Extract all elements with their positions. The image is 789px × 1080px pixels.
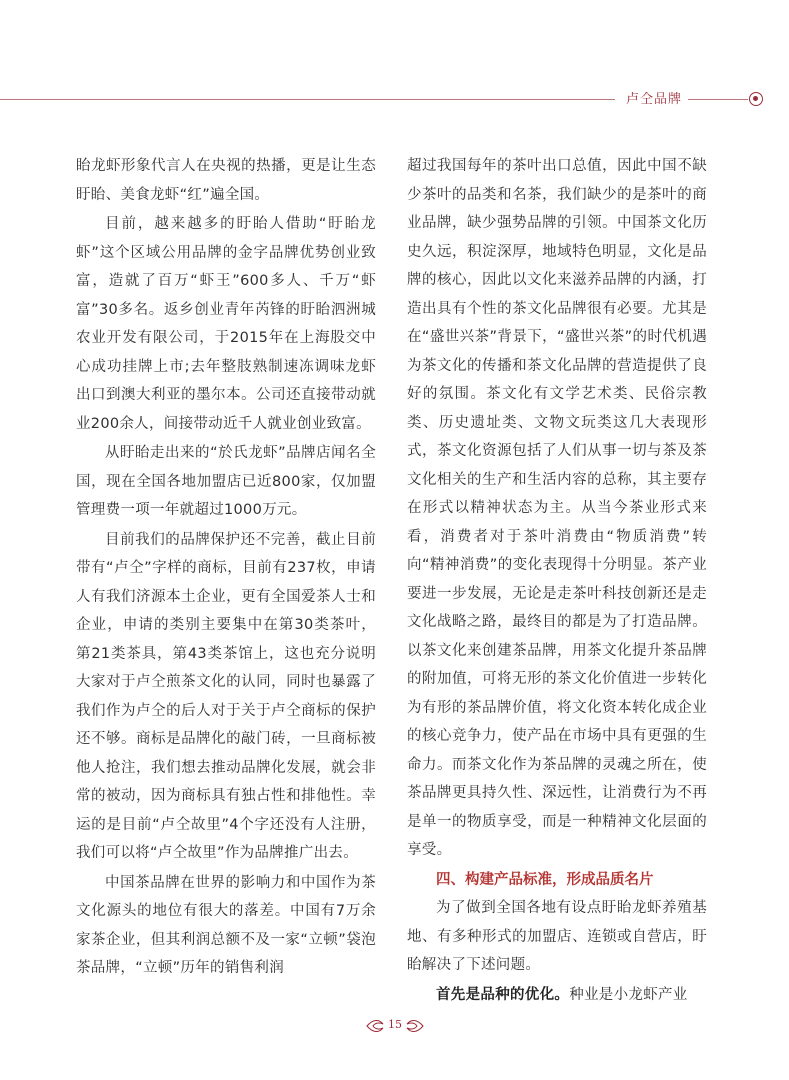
header-rule-right [688,99,748,100]
paragraph-text: 种业是小龙虾产业 [569,986,688,1003]
header-rule-left [0,99,615,100]
paragraph: 目前，越来越多的盱眙人借助“盱眙龙虾”这个区域公用品牌的金字品牌优势创业致富，造就了百万“虾王”600多人、千万“虾富”30多名。返乡创业青年芮锋的盱眙泗洲城农业开发有限公司，于2015年在上海股交中心成功挂牌上市;去年整肢熟制速冻调味龙虾出口到澳大利亚的墨尔本。公司还直接带动就业200余人，间接带动近千人就业创业致富。 [76,216,376,432]
paragraph: 目前我们的品牌保护还不完善，截止目前带有“卢仝”字样的商标，目前有237枚，申请人有我们济源本土企业，更有全国爱茶人士和企业，申请的类别主要集中在第30类茶叶，第21类茶具，第43类茶馆上，这也充分说明大家对于卢仝煎茶文化的认同，同时也暴露了我们作为卢仝的后人对于关于卢仝商标的保护还不够。商标是品牌化的敲门砖，一旦商标被他人抢注，我们想去推动品牌化发展，就会非常的被动，因为商标具有独占性和排他性。幸运的是目前“卢仝故里”4个字还没有人注册，我们可以将“卢仝故里”作为品牌推广出去。 [76,531,376,861]
right-column [407,152,707,1010]
paragraph: 中国茶品牌在世界的影响力和中国作为茶文化源头的地位有很大的落差。中国有7万余家茶企业，但其利润总额不及一家“立顿”袋泡茶品牌，“立顿”历年的销售利润 [76,874,376,976]
page-number-ornament [363,1015,427,1037]
paragraph: 从盱眙走出来的“於氏龙虾”品牌店闻名全国，现在全国各地加盟店已近800家，仅加盟管理费一项一年就超过1000万元。 [76,445,376,518]
paragraph: 超过我国每年的茶叶出口总值，因此中国不缺少茶叶的品类和名茶，我们缺少的是茶叶的商业品牌，缺少强势品牌的引领。中国茶文化历史久远，积淀深厚，地域特色明显，文化是品牌的核心，因此以文化来滋养品牌的内涵，打造出具有个性的茶文化品牌很有必要。尤其是在“盛世兴茶”背景下，“盛世兴茶”的时代机遇为茶文化的传播和茶文化品牌的营造提供了良好的氛围。茶文化有文学艺术类、民俗宗教类、历史遗址类、文物文玩类这几大表现形式，茶文化资源包括了人们从事一切与茶及茶文化相关的生产和生活内容的总称，其主要存在形式以精神状态为主。从当今茶业形式来看，消费者对于茶叶消费由“物质消费”转向“精神消费”的变化表现得十分明显。茶产业要进一步发展，无论是走茶叶科技创新还是走文化战略之路，最终目的都是为了打造品牌。以茶文化来创建茶品牌，用茶文化提升茶品牌的附加值，可将无形的茶文化价值进一步转化为有形的茶品牌价值，将文化资本转化成企业的核心竞争力，使产品在市场中具有更强的生命力。而茶文化作为茶品牌的灵魂之所在，使茶品牌更具持久性、深远性，让消费行为不再是单一的物质享受，而是一种精神文化层面的享受。 [407,158,707,858]
left-column [76,152,376,984]
section-heading: 四、构建产品标准，形成品质名片 [436,871,654,888]
page-number: 15 [388,1018,402,1031]
paragraph: 眙龙虾形象代言人在央视的热播，更是让生态盱眙、美食龙虾“红”遍全国。 [76,158,376,203]
target-dot-icon [749,92,763,106]
paragraph: 为了做到全国各地有设点盱眙龙虾养殖基地、有多种形式的加盟店、连锁或自营店，盱眙解决了下述问题。 [407,900,707,973]
section-title: 卢仝品牌 [626,92,683,107]
bold-lead: 首先是品种的优化。 [436,986,570,1003]
paragraph [407,981,707,1010]
